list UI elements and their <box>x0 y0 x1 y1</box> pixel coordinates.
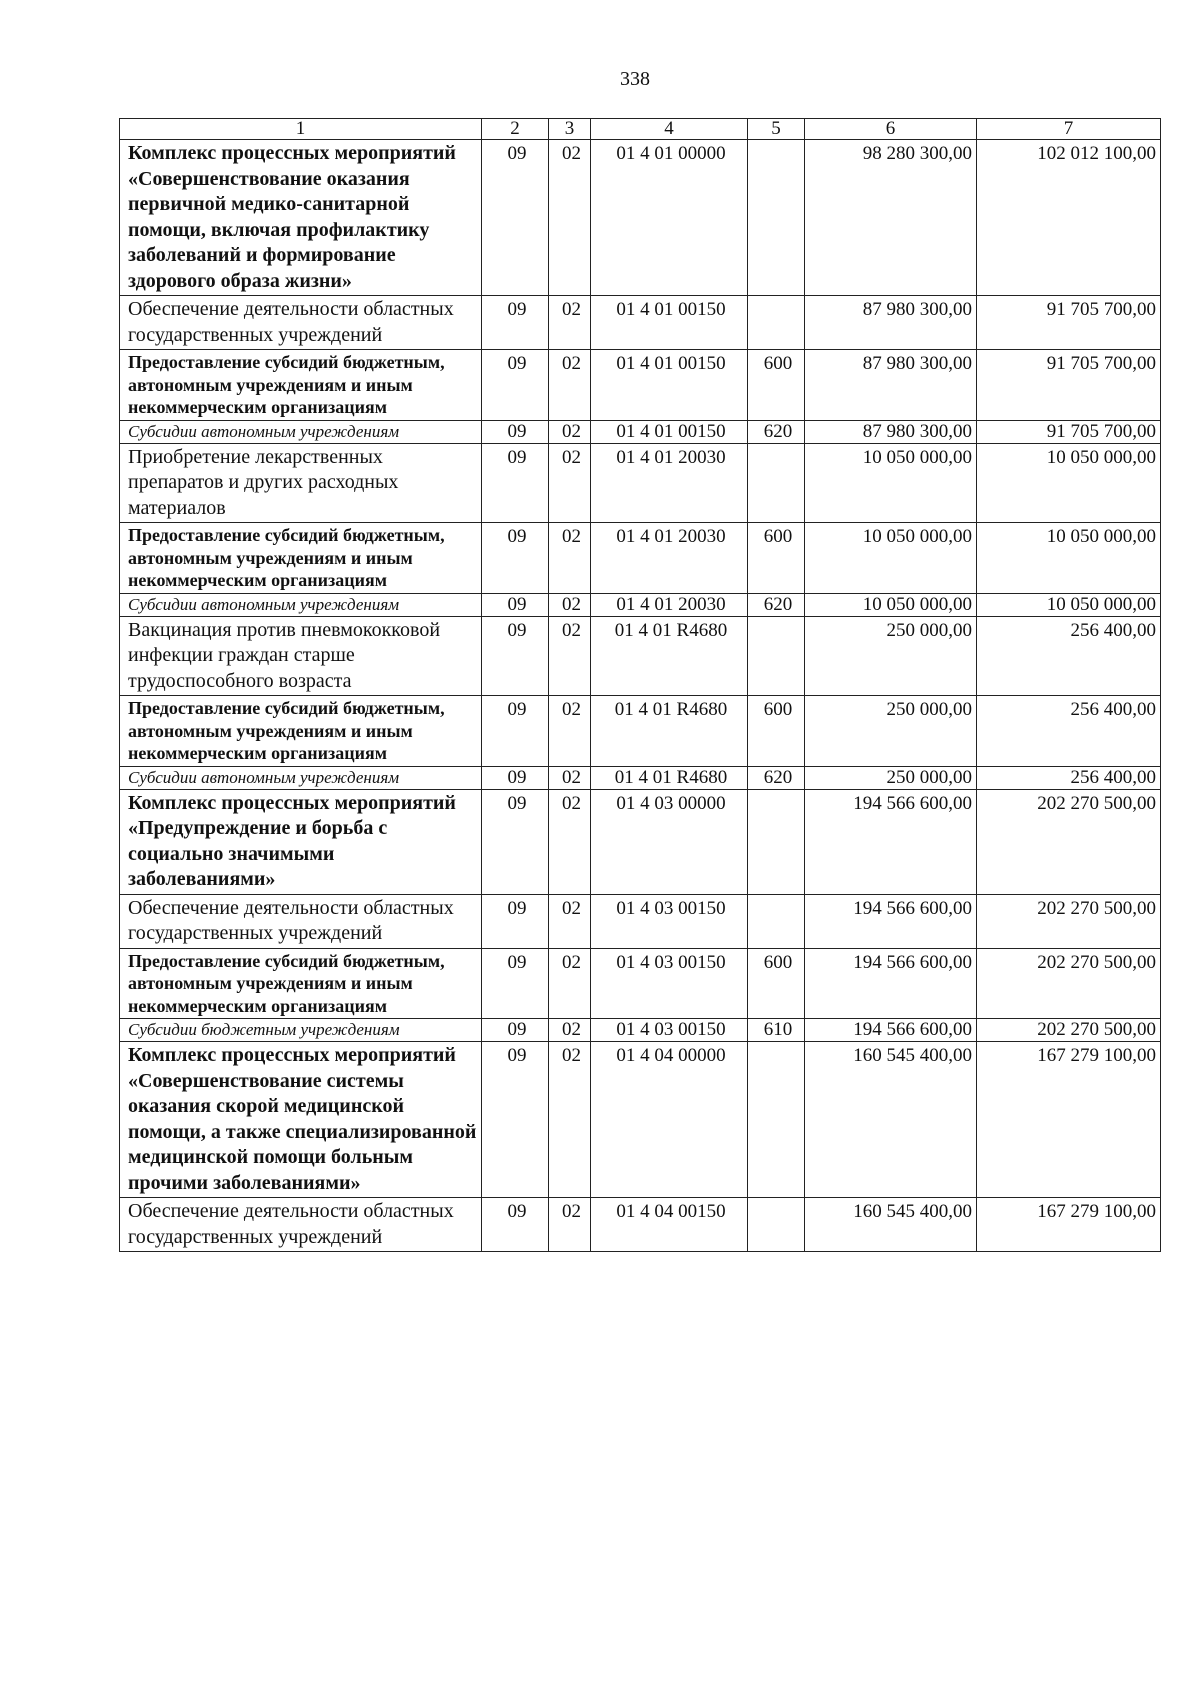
section-code-cell: 09 <box>482 1198 549 1252</box>
header-col-2: 2 <box>482 119 549 140</box>
target-article-cell: 01 4 03 00150 <box>591 948 748 1019</box>
amount-year-1-cell: 10 050 000,00 <box>805 443 977 523</box>
subsection-code-cell: 02 <box>549 789 591 894</box>
amount-year-2-cell: 91 705 700,00 <box>977 296 1161 350</box>
amount-year-2-cell: 10 050 000,00 <box>977 593 1161 616</box>
row-name-cell: Обеспечение деятельности областных государственных учреждений <box>120 1198 482 1252</box>
row-name-cell: Приобретение лекарственных препаратов и других расходных материалов <box>120 443 482 523</box>
amount-year-2-cell: 202 270 500,00 <box>977 789 1161 894</box>
expense-type-cell <box>748 140 805 296</box>
amount-year-1-cell: 10 050 000,00 <box>805 523 977 594</box>
expense-type-cell <box>748 616 805 696</box>
expense-type-cell <box>748 443 805 523</box>
table-body <box>120 140 1161 1252</box>
subsection-code-cell: 02 <box>549 696 591 767</box>
amount-year-1-cell: 250 000,00 <box>805 696 977 767</box>
table-row <box>120 696 1161 767</box>
expense-type-cell: 620 <box>748 420 805 443</box>
section-code-cell: 09 <box>482 948 549 1019</box>
amount-year-1-cell: 194 566 600,00 <box>805 948 977 1019</box>
subsection-code-cell: 02 <box>549 523 591 594</box>
row-name-cell: Обеспечение деятельности областных государственных учреждений <box>120 296 482 350</box>
amount-year-2-cell: 167 279 100,00 <box>977 1198 1161 1252</box>
amount-year-1-cell: 250 000,00 <box>805 616 977 696</box>
subsection-code-cell: 02 <box>549 1019 591 1042</box>
section-code-cell: 09 <box>482 894 549 948</box>
amount-year-1-cell: 160 545 400,00 <box>805 1198 977 1252</box>
budget-table <box>119 118 1161 1252</box>
row-name-cell: Обеспечение деятельности областных государственных учреждений <box>120 894 482 948</box>
amount-year-1-cell: 250 000,00 <box>805 766 977 789</box>
section-code-cell: 09 <box>482 1042 549 1198</box>
section-code-cell: 09 <box>482 443 549 523</box>
amount-year-1-cell: 87 980 300,00 <box>805 350 977 421</box>
table-row <box>120 350 1161 421</box>
table-header <box>120 119 1161 140</box>
header-col-4: 4 <box>591 119 748 140</box>
amount-year-2-cell: 202 270 500,00 <box>977 948 1161 1019</box>
target-article-cell: 01 4 01 R4680 <box>591 616 748 696</box>
expense-type-cell <box>748 1198 805 1252</box>
target-article-cell: 01 4 01 20030 <box>591 523 748 594</box>
target-article-cell: 01 4 01 00000 <box>591 140 748 296</box>
table-row <box>120 948 1161 1019</box>
amount-year-2-cell: 256 400,00 <box>977 766 1161 789</box>
expense-type-cell: 600 <box>748 350 805 421</box>
row-name-cell: Предоставление субсидий бюджетным, автономным учреждениям и иным некоммерческим организациям <box>120 948 482 1019</box>
amount-year-2-cell: 10 050 000,00 <box>977 523 1161 594</box>
row-name-cell: Комплекс процессных мероприятий «Предупреждение и борьба с социально значимыми заболеваниями» <box>120 789 482 894</box>
expense-type-cell <box>748 894 805 948</box>
section-code-cell: 09 <box>482 766 549 789</box>
header-col-3: 3 <box>549 119 591 140</box>
amount-year-1-cell: 160 545 400,00 <box>805 1042 977 1198</box>
header-row <box>120 119 1161 140</box>
amount-year-1-cell: 87 980 300,00 <box>805 420 977 443</box>
section-code-cell: 09 <box>482 140 549 296</box>
section-code-cell: 09 <box>482 296 549 350</box>
table-row <box>120 140 1161 296</box>
table-row <box>120 1198 1161 1252</box>
row-name-cell: Предоставление субсидий бюджетным, автономным учреждениям и иным некоммерческим организациям <box>120 696 482 767</box>
subsection-code-cell: 02 <box>549 616 591 696</box>
table-row <box>120 593 1161 616</box>
table-row <box>120 789 1161 894</box>
table-row <box>120 894 1161 948</box>
amount-year-1-cell: 194 566 600,00 <box>805 1019 977 1042</box>
subsection-code-cell: 02 <box>549 593 591 616</box>
subsection-code-cell: 02 <box>549 350 591 421</box>
expense-type-cell: 600 <box>748 948 805 1019</box>
expense-type-cell <box>748 789 805 894</box>
header-col-7: 7 <box>977 119 1161 140</box>
section-code-cell: 09 <box>482 350 549 421</box>
expense-type-cell: 620 <box>748 593 805 616</box>
expense-type-cell <box>748 1042 805 1198</box>
amount-year-2-cell: 167 279 100,00 <box>977 1042 1161 1198</box>
target-article-cell: 01 4 01 R4680 <box>591 696 748 767</box>
subsection-code-cell: 02 <box>549 443 591 523</box>
amount-year-2-cell: 256 400,00 <box>977 696 1161 767</box>
target-article-cell: 01 4 03 00150 <box>591 1019 748 1042</box>
amount-year-1-cell: 10 050 000,00 <box>805 593 977 616</box>
amount-year-2-cell: 202 270 500,00 <box>977 894 1161 948</box>
target-article-cell: 01 4 01 00150 <box>591 296 748 350</box>
amount-year-2-cell: 91 705 700,00 <box>977 350 1161 421</box>
target-article-cell: 01 4 01 00150 <box>591 420 748 443</box>
page-number: 338 <box>620 68 650 90</box>
section-code-cell: 09 <box>482 789 549 894</box>
target-article-cell: 01 4 01 R4680 <box>591 766 748 789</box>
expense-type-cell: 610 <box>748 1019 805 1042</box>
row-name-cell: Субсидии автономным учреждениям <box>120 420 482 443</box>
subsection-code-cell: 02 <box>549 766 591 789</box>
expense-type-cell <box>748 296 805 350</box>
row-name-cell: Субсидии автономным учреждениям <box>120 766 482 789</box>
amount-year-1-cell: 87 980 300,00 <box>805 296 977 350</box>
amount-year-2-cell: 10 050 000,00 <box>977 443 1161 523</box>
section-code-cell: 09 <box>482 616 549 696</box>
section-code-cell: 09 <box>482 1019 549 1042</box>
target-article-cell: 01 4 01 00150 <box>591 350 748 421</box>
amount-year-2-cell: 202 270 500,00 <box>977 1019 1161 1042</box>
row-name-cell: Комплекс процессных мероприятий «Совершенствование оказания первичной медико-санитарной помощи, включая профилактику заболеваний и формирование здорового образа жизни» <box>120 140 482 296</box>
row-name-cell: Субсидии бюджетным учреждениям <box>120 1019 482 1042</box>
amount-year-1-cell: 194 566 600,00 <box>805 894 977 948</box>
table-row <box>120 296 1161 350</box>
subsection-code-cell: 02 <box>549 894 591 948</box>
target-article-cell: 01 4 04 00000 <box>591 1042 748 1198</box>
table-row <box>120 420 1161 443</box>
row-name-cell: Комплекс процессных мероприятий «Совершенствование системы оказания скорой медицинской помощи, а также специализированной медицинской помощи больным прочими заболеваниями» <box>120 1042 482 1198</box>
subsection-code-cell: 02 <box>549 140 591 296</box>
row-name-cell: Предоставление субсидий бюджетным, автономным учреждениям и иным некоммерческим организациям <box>120 350 482 421</box>
expense-type-cell: 600 <box>748 523 805 594</box>
section-code-cell: 09 <box>482 523 549 594</box>
amount-year-2-cell: 256 400,00 <box>977 616 1161 696</box>
table-row <box>120 523 1161 594</box>
table-row <box>120 766 1161 789</box>
target-article-cell: 01 4 04 00150 <box>591 1198 748 1252</box>
amount-year-1-cell: 194 566 600,00 <box>805 789 977 894</box>
header-col-1: 1 <box>120 119 482 140</box>
table-row <box>120 443 1161 523</box>
row-name-cell: Вакцинация против пневмококковой инфекции граждан старше трудоспособного возраста <box>120 616 482 696</box>
subsection-code-cell: 02 <box>549 1042 591 1198</box>
subsection-code-cell: 02 <box>549 296 591 350</box>
target-article-cell: 01 4 01 20030 <box>591 443 748 523</box>
subsection-code-cell: 02 <box>549 420 591 443</box>
subsection-code-cell: 02 <box>549 948 591 1019</box>
table-row <box>120 1019 1161 1042</box>
section-code-cell: 09 <box>482 420 549 443</box>
target-article-cell: 01 4 03 00150 <box>591 894 748 948</box>
target-article-cell: 01 4 03 00000 <box>591 789 748 894</box>
section-code-cell: 09 <box>482 696 549 767</box>
amount-year-2-cell: 91 705 700,00 <box>977 420 1161 443</box>
amount-year-2-cell: 102 012 100,00 <box>977 140 1161 296</box>
section-code-cell: 09 <box>482 593 549 616</box>
target-article-cell: 01 4 01 20030 <box>591 593 748 616</box>
expense-type-cell: 620 <box>748 766 805 789</box>
table-row <box>120 616 1161 696</box>
header-col-5: 5 <box>748 119 805 140</box>
expense-type-cell: 600 <box>748 696 805 767</box>
row-name-cell: Предоставление субсидий бюджетным, автономным учреждениям и иным некоммерческим организациям <box>120 523 482 594</box>
header-col-6: 6 <box>805 119 977 140</box>
amount-year-1-cell: 98 280 300,00 <box>805 140 977 296</box>
subsection-code-cell: 02 <box>549 1198 591 1252</box>
table-row <box>120 1042 1161 1198</box>
row-name-cell: Субсидии автономным учреждениям <box>120 593 482 616</box>
